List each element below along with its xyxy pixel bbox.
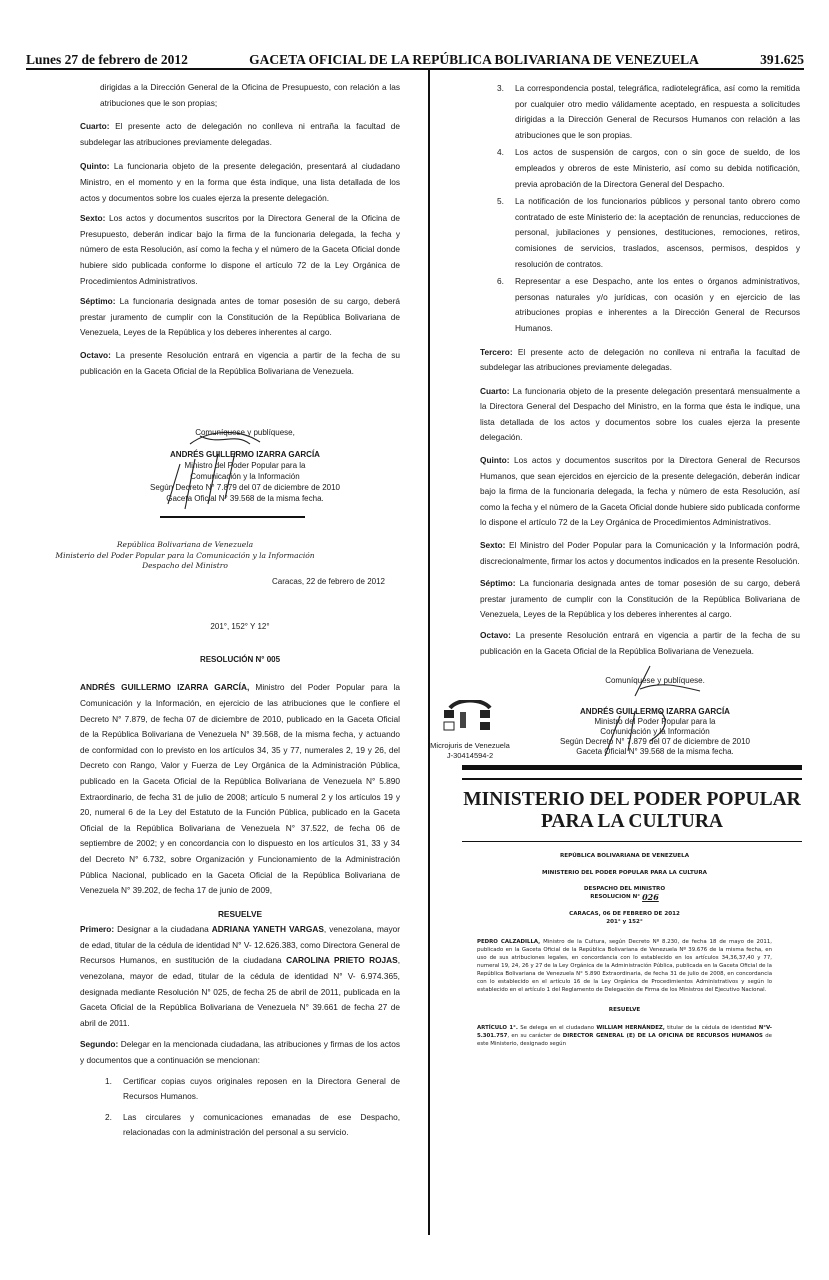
bold-text-run: Cuarto: — [80, 121, 110, 132]
signature-title: Ministro del Poder Popular para la — [184, 461, 306, 471]
signature-title: Comunicación y la Información — [600, 727, 710, 737]
signature-closing: Comuníquese y publíquese. — [605, 676, 705, 686]
bold-text-run: Tercero: — [480, 346, 513, 357]
cultura-date: CARACAS, 06 DE FEBRERO DE 2012 — [569, 911, 680, 918]
bold-text-run: Séptimo: — [80, 296, 116, 307]
section-rule — [462, 841, 802, 843]
signature-decree: Según Decreto N° 7.879 del 07 de diciembre de 2010 — [150, 483, 340, 493]
signature-name: ANDRÉS GUILLERMO IZARRA GARCÍA — [580, 707, 730, 717]
list-text: Las circulares y comunicaciones emanadas de ese Despacho, relacionadas con la administración del personal a su servicio. — [123, 1111, 400, 1138]
section-title-line: PARA LA CULTURA — [540, 810, 724, 832]
bold-text-run: Segundo: — [80, 1039, 119, 1050]
cultura-years: 201° y 152° — [606, 919, 643, 926]
list-text: Representar a ese Despacho, ante los entes o órganos administrativos, personas naturales y/o jurídicas, con ocasión y en ejercicio de las atribuciones propias e inherentes a la Dirección General de Recursos Humanos. — [515, 276, 800, 333]
years: 201°, 152° Y 12° — [210, 622, 270, 632]
text-run: Delegar en la mencionada ciudadana, las atribuciones y firmas de los actos y documentos que a continuación se mencionan: — [80, 1039, 400, 1066]
paragraph-primero — [80, 922, 400, 1031]
list-item — [497, 81, 800, 143]
column-divider — [428, 70, 430, 1235]
paragraph-sexto — [480, 538, 800, 569]
list-text: Certificar copias cuyos originales reposen en la Directora General de Recursos Humanos. — [123, 1075, 400, 1102]
bold-text-run: Sexto: — [480, 540, 506, 551]
bold-text-run: WILLIAM HERNÁNDEZ, — [596, 1025, 665, 1032]
text-run: La funcionaria objeto de la presente delegación presentará mensualmente a la Directora General del Despacho del Ministro, en la forma que ésta le indique, una lista detallada de los actos y documentos sobre los cuales ejerza la presente delegación. — [480, 385, 800, 443]
bold-text-run: ANDRÉS GUILLERMO IZARRA GARCÍA, — [80, 682, 250, 693]
cultura-resuelve: RESUELVE — [608, 1007, 641, 1014]
text-run: El presente acto de delegación no conlleva ni entraña la facultad de subdelegar las atribuciones previamente delegadas. — [480, 346, 800, 373]
header-date: Lunes 27 de febrero de 2012 — [26, 52, 188, 67]
section-rule-thick — [462, 765, 802, 770]
list-item — [497, 274, 800, 336]
paragraph — [80, 80, 400, 111]
section-title — [462, 789, 802, 833]
text-run: La funcionaria designada antes de tomar posesión de su cargo, deberá prestar juramento de cumplir con la Constitución de la República Bolivariana de Venezuela, Leyes de la República y los deberes inherentes al cargo. — [80, 296, 400, 338]
bold-text-run: Quinto: — [80, 161, 110, 172]
paragraph-septimo — [80, 294, 400, 341]
signature-title: Comunicación y la Información — [190, 472, 300, 482]
page-header — [26, 52, 804, 68]
signature-gazette: Gaceta Oficial N° 39.568 de la misma fecha. — [166, 494, 324, 504]
list-text: Los actos de suspensión de cargos, con o sin goce de sueldo, de los empleados y obreros de este Ministerio, así como su debida notificación, previa aprobación de la Directora General del Despacho. — [515, 147, 800, 189]
cultura-resolution — [477, 893, 772, 902]
text-run: Ministro del Poder Popular para la Comunicación y la Información, en ejercicio de las atribuciones que le confiere el Decreto N° 7.879, de fecha 07 de diciembre de 2010, publicado en la Gaceta Oficial de la República Bolivariana de Venezuela N° 39.568, de la misma fecha, y actuando de conformidad con lo previsto en los artículos 34, 35 y 77, numerales 2, 19 y 26, del Decreto con Rango, Valor y Fuerza de Ley Orgánica de la Administración Pública, publicado en la Gaceta Oficial de la República Bolivariana de Venezuela N° 5.890 Extraordinario, de fecha 31 de julio de 2008; artículo 5 numeral 2 y los artículos 19 y 20, numeral 6 de la Ley del Estatuto de la Función Pública, publicado en la Gaceta Oficial de la República Bolivariana de Venezuela N° 37.522, de fecha 06 de septiembre de 2002; y en concordancia con lo dispuesto en los artículos 31, 33 y 34 del Decreto N° 6.732, sobre Organización y Funcionamiento de la Administración Pública Nacional, publicado en la Gaceta Oficial de la República Bolivariana de Venezuela N° 39.202, de fecha 17 de junio de 2009, — [80, 682, 400, 896]
paragraph-cuarto — [80, 119, 400, 150]
paragraph-segundo — [80, 1037, 400, 1068]
signature-decree: Según Decreto N° 7.879 del 07 de diciembre de 2010 — [560, 737, 750, 747]
list-number: 4. — [497, 147, 504, 158]
header-page-number: 391.625 — [760, 52, 804, 67]
text-run: Designar a la ciudadana — [114, 924, 212, 935]
paragraph-quinto — [80, 159, 400, 206]
text-run: , venezolana, mayor de edad, titular de la cédula de identidad N° V- 12.626.383, como Directora General de Recursos Humanos, en sustitución de la ciudadana — [80, 924, 401, 966]
text-run: La presente Resolución entrará en vigencia a partir de la fecha de su publicación en la Gaceta Oficial de la República Bolivariana de Venezuela. — [80, 349, 400, 376]
text-run: Se delega en el ciudadano — [517, 1025, 597, 1032]
list-item — [497, 145, 800, 192]
header-publication: GACETA OFICIAL DE LA REPÚBLICA BOLIVARIANA DE VENEZUELA — [249, 52, 699, 67]
text-run: La funcionaria objeto de la presente delegación, presentará al ciudadano Ministro, en el momento y en la forma que ésta indique, una lista detallada de los actos y documentos sobre los cuales ejerza la presente delegación. — [80, 161, 400, 203]
place-date: Caracas, 22 de febrero de 2012 — [272, 576, 385, 586]
bold-text-run: PEDRO CALZADILLA, — [477, 939, 541, 946]
paragraph-septimo — [480, 576, 800, 623]
resolution-title: RESOLUCIÓN N° 005 — [199, 654, 281, 664]
paragraph-cuarto — [480, 384, 800, 446]
letterhead-line: Ministerio del Poder Popular para la Comunicación y la Información — [55, 550, 315, 560]
list-number: 2. — [105, 1111, 112, 1122]
cultura-article-1 — [477, 1024, 772, 1048]
stamp-name: Microjuris de Venezuela — [430, 741, 510, 750]
section-title-line: MINISTERIO DEL PODER POPULAR — [463, 788, 801, 810]
bold-text-run: Quinto: — [480, 455, 510, 466]
section-rule — [462, 778, 802, 780]
paragraph-quinto — [480, 453, 800, 531]
cultura-heading: REPÚBLICA BOLIVARIANA DE VENEZUELA — [559, 853, 690, 860]
cultura-preamble — [477, 938, 772, 994]
stamp-rif: J-30414594-2 — [446, 751, 494, 760]
list-text: La correspondencia postal, telegráfica, radiotelegráfica, así como la remitida por cualquier otro medio válidamente aceptado, en respuesta a solicitudes dirigidas a la Dirección General de Recursos Humanos con relación a las atribuciones que le son propias. — [515, 83, 800, 140]
text-run: , en su carácter de — [507, 1033, 563, 1040]
signature-gazette: Gaceta Oficial N° 39.568 de la misma fecha. — [576, 747, 734, 757]
text-run: Ministro de la Cultura, según Decreto Nº 8.230, de fecha 18 de mayo de 2011, publicado en la Gaceta Oficial de la República Bolivariana de Venezuela Nº 39.676 de la misma fecha, en uso de sus atribuciones legales, en concordancia con lo establecido en los artículos 34,36,37,40 y 77, numeral 19, 24, 26 y 27 de la Ley Orgánica de la Administración Pública, publicada en la Gaceta Oficial de la República Bolivariana de Venezuela N° 5.890 Extraordinaria, de fecha 31 de julio de 2008, en concordancia con lo establecido en el artículo 16 de la Ley Orgánica de Procedimientos Administrativos y según lo establecido en el artículo 1 del Reglamento de Delegación de Firma de los Ministros del Ejecutivo Nacional. — [477, 939, 772, 994]
bold-text-run: Séptimo: — [480, 578, 516, 589]
letterhead-line: Despacho del Ministro — [142, 561, 228, 571]
list-item — [105, 1074, 400, 1105]
text-run: Los actos y documentos suscritos por la Directora General de Recursos Humanos, que sean ejercidos en ejercicio de la presente delegación, deberán indicar bajo la firma de la funcionaria delegada, la fecha y número de esta Resolución, así como la fecha y el número de la Gaceta Oficial donde hubiere sido publicada conforme lo dispone el artículo 72 de la Ley Orgánica de Procedimientos Administrativos. — [480, 455, 800, 528]
list-text: La notificación de los funcionarios públicos y personal tanto obrero como contratado de este Ministerio de: la aceptación de renuncias, reducciones de personal, jubilaciones y pensiones, destituciones, remociones, retiros, comisiones de servicios, traslados, ascensos, permisos, despidos y resolución de contratos. — [515, 196, 800, 269]
bold-text-run: DIRECTOR GENERAL (E) DE LA OFICINA DE RECURSOS HUMANOS — [562, 1033, 763, 1040]
bold-text-run: Primero: — [80, 924, 115, 935]
paragraph-sexto — [80, 211, 400, 289]
signature-title: Ministro del Poder Popular para la — [594, 717, 716, 727]
signature-block — [535, 675, 775, 757]
text-run: dirigidas a la Dirección General de la Oficina de Presupuesto, con relación a las atribuciones que le son propias; — [100, 82, 400, 108]
signature-rule — [160, 516, 305, 518]
paragraph-octavo — [80, 348, 400, 379]
signature-block — [130, 427, 360, 504]
bold-text-run: Octavo: — [80, 349, 111, 360]
cultura-section — [477, 852, 772, 1048]
header-rule — [26, 68, 804, 70]
letterhead — [30, 540, 340, 572]
bold-text-run: Octavo: — [480, 630, 511, 640]
signature-closing: Comuníquese y publíquese, — [195, 428, 295, 438]
text-run: El Ministro del Poder Popular para la Comunicación y la Información podrá, discrecionalmente, firmar los actos y documentos indicados en la presente Resolución. — [480, 540, 800, 566]
bold-text-run: Sexto: — [80, 213, 106, 224]
list-number: 1. — [105, 1075, 112, 1086]
handwritten-resolution-number: 026 — [642, 892, 659, 903]
list-item — [497, 194, 800, 272]
bold-text-run: CAROLINA PRIETO ROJAS — [286, 955, 398, 966]
text-run: La funcionaria designada antes de tomar posesión de su cargo, deberá prestar juramento de cumplir con la Constitución de la República Bolivariana de Venezuela, Leyes de la República y los deberes inherentes al cargo. — [480, 578, 800, 620]
bold-text-run: N°V- 5.301.757 — [477, 1025, 772, 1040]
list-item — [105, 1110, 400, 1141]
signature-name: ANDRÉS GUILLERMO IZARRA GARCÍA — [170, 450, 320, 460]
text-run: , venezolana, mayor de edad, titular de la cédula de identidad N° V- 6.974.365, designada mediante Resolución N° 025, de fecha 25 de abril de 2011, publicada en la Gaceta Oficial de la República Bolivariana de Venezuela N° 39.661 de fecha 27 de abril de 2011. — [80, 955, 400, 1028]
text-run: La presente Resolución entrará en vigencia a partir de la fecha de su publicación en la Gaceta Oficial de la República Bolivariana de Venezuela. — [480, 630, 800, 656]
list-number: 6. — [497, 276, 504, 287]
list-number: 5. — [497, 196, 504, 207]
text-run: Los actos y documentos suscritos por la Directora General de la Oficina de Presupuesto, deberán indicar bajo la firma de la funcionaria delegada, la fecha y número de esta Resolución, así como la fecha y el número de la Gaceta Oficial donde hubiere sido publicada conforme lo dispone el artículo 72 de la Ley Orgánica de Procedimientos Administrativos. — [80, 213, 400, 286]
bold-text-run: ARTÍCULO 1°. — [477, 1025, 518, 1032]
list-number: 3. — [497, 83, 504, 93]
paragraph-tercero — [480, 345, 800, 376]
preamble — [80, 680, 400, 898]
letterhead-line: República Bolivariana de Venezuela — [116, 540, 254, 550]
left-column — [55, 80, 401, 1141]
text-run: de este Ministerio, designado según — [477, 1033, 772, 1048]
cultura-heading: DESPACHO DEL MINISTRO — [583, 886, 666, 893]
text-run: El presente acto de delegación no conlleva ni entraña la facultad de subdelegar las atribuciones previamente delegadas. — [80, 121, 400, 147]
cultura-heading: MINISTERIO DEL PODER POPULAR PARA LA CULTURA — [542, 870, 707, 877]
resolution-label: RESOLUCION N° — [590, 894, 641, 901]
resuelve-heading: RESUELVE — [217, 908, 263, 919]
text-run: titular de la cédula de identidad — [664, 1025, 759, 1032]
bold-text-run: Cuarto: — [480, 385, 510, 396]
bold-text-run: ADRIANA YANETH VARGAS — [211, 924, 324, 935]
paragraph-octavo — [480, 628, 800, 659]
